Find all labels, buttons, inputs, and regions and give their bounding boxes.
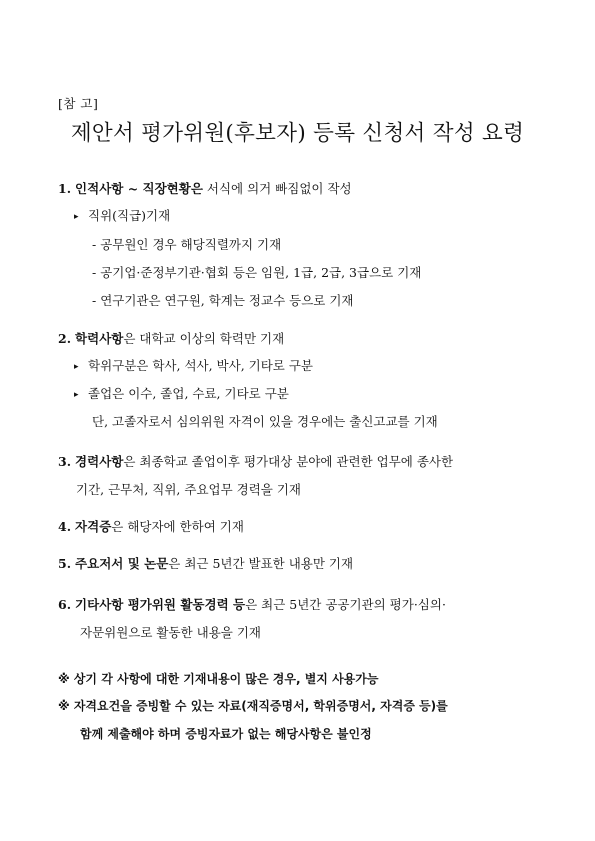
bullet-triangle-icon: ▸ <box>74 212 79 222</box>
section-1-sub-item: - 공기업·준정부기관·협회 등은 임원, 1급, 2급, 3급으로 기재 <box>92 265 422 280</box>
section-3-number: 3. <box>58 454 72 469</box>
section-2-bullet-text: 졸업은 이수, 졸업, 수료, 기타로 구분 <box>88 386 289 401</box>
reference-label: [참 고] <box>58 96 99 111</box>
section-3-text: 은 최종학교 졸업이후 평가대상 분야에 관련한 업무에 종사한 <box>123 454 454 469</box>
document-title: 제안서 평가위원(후보자) 등록 신청서 작성 요령 <box>70 121 525 146</box>
section-3-heading: 경력사항 <box>75 454 124 469</box>
section-4 <box>58 519 244 535</box>
section-3 <box>58 454 453 470</box>
section-6-continuation: 자문위원으로 활동한 내용을 기재 <box>80 625 261 640</box>
section-1-bullet-text: 직위(직급)기재 <box>88 208 171 223</box>
section-2-bullet-text: 학위구분은 학사, 석사, 박사, 기타로 구분 <box>88 358 313 373</box>
bullet-triangle-icon: ▸ <box>74 362 79 372</box>
section-6 <box>58 597 446 613</box>
section-5-text: 은 최근 5년간 발표한 내용만 기재 <box>168 556 354 571</box>
section-6-number: 6. <box>58 597 72 612</box>
section-4-text: 은 해당자에 한하여 기재 <box>111 519 244 534</box>
section-1-bullet <box>74 208 170 225</box>
section-2-bullet <box>74 386 289 403</box>
section-1-number: 1. <box>58 181 72 196</box>
section-5-number: 5. <box>58 556 72 571</box>
note-item: ※ 자격요건을 증빙할 수 있는 자료(재직증명서, 학위증명서, 자격증 등)를 <box>58 699 448 713</box>
section-1-heading: 인적사항 ~ 직장현황은 <box>75 181 203 196</box>
section-1-text: 서식에 의거 빠짐없이 작성 <box>202 181 352 196</box>
bullet-triangle-icon: ▸ <box>74 390 79 400</box>
section-2-heading: 학력사항 <box>75 331 124 346</box>
section-4-heading: 자격증 <box>75 519 112 534</box>
note-item: ※ 상기 각 사항에 대한 기재내용이 많은 경우, 별지 사용가능 <box>58 672 379 686</box>
note-item: 함께 제출해야 하며 증빙자료가 없는 해당사항은 불인정 <box>80 727 372 741</box>
section-5-heading: 주요저서 및 논문 <box>75 556 169 571</box>
section-1-sub-item: - 공무원인 경우 해당직렬까지 기재 <box>92 237 282 252</box>
section-6-heading: 기타사항 평가위원 활동경력 등 <box>75 597 246 612</box>
section-1-sub-item: - 연구기관은 연구원, 학계는 정교수 등으로 기재 <box>92 293 354 308</box>
section-5 <box>58 556 353 572</box>
section-1 <box>58 181 352 197</box>
section-2-note: 단, 고졸자로서 심의위원 자격이 있을 경우에는 출신고교를 기재 <box>92 414 438 429</box>
section-6-text: 은 최근 5년간 공공기관의 평가·심의· <box>245 597 446 612</box>
section-2-number: 2. <box>58 331 72 346</box>
section-2 <box>58 331 284 347</box>
section-2-bullet <box>74 358 313 375</box>
section-2-text: 은 대학교 이상의 학력만 기재 <box>123 331 285 346</box>
section-4-number: 4. <box>58 519 72 534</box>
section-3-continuation: 기간, 근무처, 직위, 주요업무 경력을 기재 <box>76 482 301 497</box>
